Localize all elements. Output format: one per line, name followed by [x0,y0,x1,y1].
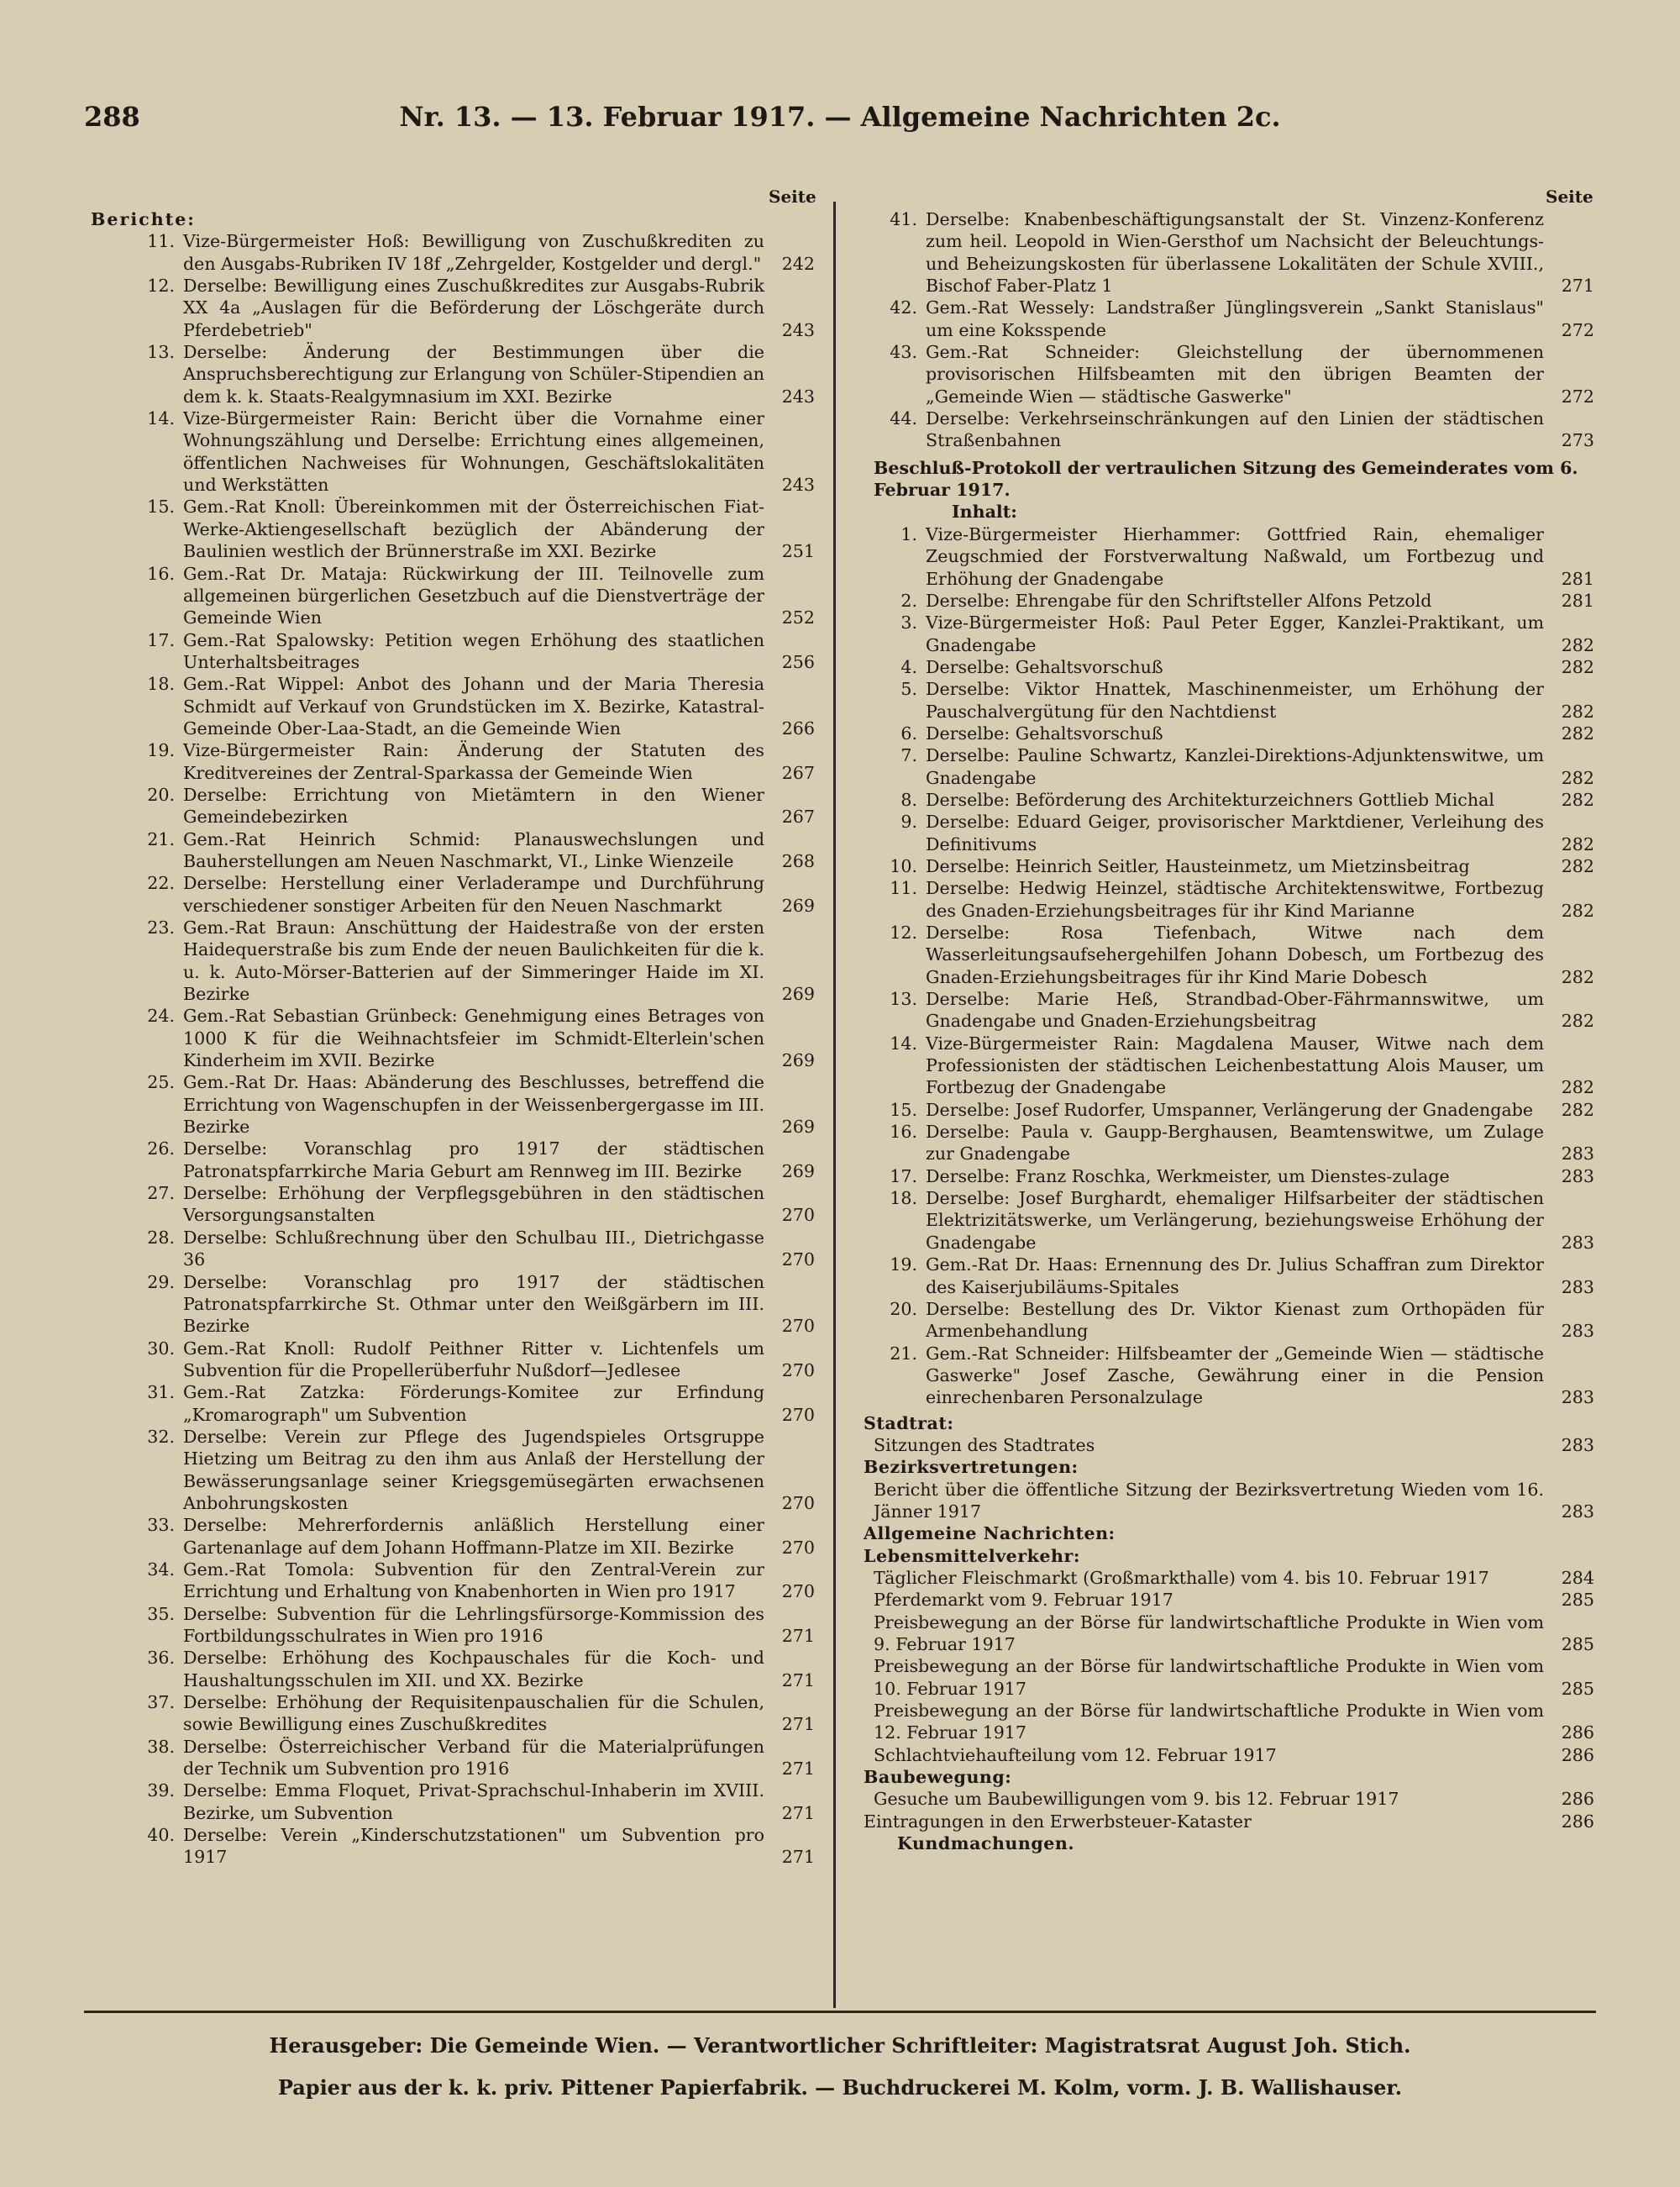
toc-entry-text: Derselbe: Rosa Tiefenbach, Witwe nach dem Wasserleitungsaufsehergehilfen Johann Dobesch, um Fortbezug des Gnaden-Erziehungsbeitrages für ihr Kind Marie Dobesch [926,923,1544,987]
toc-entry-page: 242 [781,253,815,274]
stadtrat-item [864,1434,1594,1456]
toc-entry-text: Derselbe: Josef Burghardt, ehemaliger Hilfsarbeiter der städtischen Elektrizitätswerke, um Verlängerung, beziehungsweise Erhöhung der Gnadengabe [926,1188,1544,1253]
toc-entry-page: 271 [781,1714,815,1735]
toc-entry-page: 282 [1561,656,1594,677]
toc-entry [864,744,1594,789]
toc-entry [864,1033,1594,1099]
toc-entry [864,1567,1594,1589]
toc-entry-number: 23. [147,917,175,938]
toc-entry [864,922,1594,988]
toc-entry-page: 283 [1561,1232,1594,1253]
toc-entry-text: Gem.-Rat Spalowsky: Petition wegen Erhöhung des staatlichen Unterhaltsbeitrages [183,629,764,672]
toc-entry-text: Gem.-Rat Schneider: Gleichstellung der übernommenen provisorischen Hilfsbeamten mit den übrigen Beamten der „Gemeinde Wien — städtische Gaswerke" [926,342,1544,407]
toc-entry-text: Derselbe: Franz Roschka, Werkmeister, um Dienstes-zulage [926,1165,1450,1186]
toc-entry-number: 22. [147,873,175,894]
toc-entry-text: Derselbe: Beförderung des Architekturzeichners Gottlieb Michal [926,789,1494,810]
toc-entry-number: 13. [890,989,917,1010]
toc-entry-page: 270 [781,1205,815,1226]
toc-entry-page: 282 [1561,1077,1594,1098]
toc-entry [864,678,1594,723]
eintrag-item [864,1811,1594,1832]
toc-entry-text: Derselbe: Voranschlag pro 1917 der städtischen Patronatspfarrkirche St. Othmar unter den Weißgärbern im III. Bezirke [183,1271,764,1337]
toc-entry [91,1381,815,1426]
toc-entry-text: Vize-Bürgermeister Hoß: Bewilligung von Zuschußkrediten zu den Ausgabs-Rubriken IV 18f „Zehrgelder, Kostgelder und dergl." [183,231,764,274]
toc-entry-text: Derselbe: Herstellung einer Verladerampe und Durchführung verschiedener sonstiger Arbeiten für den Neuen Naschmarkt [183,873,764,916]
toc-entry [91,341,815,407]
eintrag-item-page: 286 [1561,1811,1594,1832]
toc-entry-page: 269 [781,895,815,916]
toc-entry-page: 282 [1561,767,1594,788]
toc-entry-text: Derselbe: Hedwig Heinzel, städtische Architektenswitwe, Fortbezug des Gnaden-Erziehungsbeitrages für ihr Kind Marianne [926,878,1544,921]
toc-entry-text: Derselbe: Pauline Schwartz, Kanzlei-Direktions-Adjunktenswitwe, um Gnadengabe [926,745,1544,788]
toc-entry-number: 26. [147,1138,175,1159]
toc-entry [91,872,815,917]
toc-entry-page: 270 [781,1492,815,1513]
toc-entry-number: 12. [147,276,175,297]
toc-entry [91,230,815,275]
toc-entry-page: 282 [1561,634,1594,655]
toc-entry-text: Derselbe: Erhöhung des Kochpauschales für die Koch- und Haushaltungsschulen im XII. und XX. Bezirke [183,1648,764,1690]
toc-entry [91,917,815,1005]
toc-entry-page: 270 [781,1249,815,1270]
toc-entry-number: 30. [147,1338,175,1359]
toc-entry-page: 273 [1561,430,1594,451]
toc-entry-text: Derselbe: Heinrich Seitler, Hausteinmetz, um Mietzinsbeitrag [926,855,1470,876]
toc-entry-number: 35. [147,1603,175,1624]
toc-entry [91,1603,815,1648]
toc-entry [91,1271,815,1338]
column-divider [833,202,836,2008]
toc-entry-number: 11. [147,231,175,252]
toc-entry-number: 27. [147,1183,175,1204]
toc-entry-number: 1. [900,523,917,544]
toc-entry-number: 20. [890,1298,917,1319]
toc-entry-page: 285 [1561,1634,1594,1654]
bezirk-item-page: 283 [1561,1501,1594,1522]
toc-entry-number: 19. [890,1254,917,1275]
toc-entry-text: Gem.-Rat Knoll: Rudolf Peithner Ritter v. Lichtenfels um Subvention für die Propellerüberfuhr Nußdorf—Jedlesee [183,1338,764,1380]
toc-entry-number: 18. [890,1188,917,1209]
toc-entry [91,673,815,739]
toc-entry-page: 243 [781,319,815,340]
toc-entry-page: 252 [781,607,815,628]
toc-entry [864,523,1594,590]
toc-entry-number: 32. [147,1426,175,1447]
toc-entry-page: 285 [1561,1678,1594,1699]
toc-entry-number: 43. [890,342,917,363]
toc-entry-number: 9. [900,812,917,833]
toc-entry-page: 286 [1561,1744,1594,1765]
toc-entry-text: Derselbe: Josef Rudorfer, Umspanner, Verlängerung der Gnadengabe [926,1099,1534,1120]
toc-entry-number: 42. [890,297,917,318]
toc-entry [864,656,1594,678]
toc-entry-number: 19. [147,740,175,761]
stadtrat-item-text: Sitzungen des Stadtrates [874,1434,1095,1455]
toc-entry [91,1691,815,1736]
toc-entry-text: Gem.-Rat Zatzka: Förderungs-Komitee zur Erfindung „Kromarograph" um Subvention [183,1382,764,1425]
toc-entry [91,1736,815,1780]
toc-entry-text: Derselbe: Knabenbeschäftigungsanstalt der St. Vinzenz-Konferenz zum heil. Leopold in Wien-Gersthof um Nachsicht der Beleuchtungs- und Beheizungskosten für überlassene Lokalitäten der Schule XVIII., Bischof Faber-Platz 1 [926,209,1544,297]
toc-entry-number: 31. [147,1382,175,1403]
toc-entry-text: Derselbe: Verkehrseinschränkungen auf den Linien der städtischen Straßenbahnen [926,408,1544,451]
toc-entry-text: Gem.-Rat Braun: Anschüttung der Haidestraße von der ersten Haidequerstraße bis zum Ende der neuen Baulichkeiten für die k. u. k. Auto-Mörser-Batterien auf der Simmeringer Haide im XI. Bezirke [183,917,764,1005]
toc-entry [864,1655,1594,1700]
toc-entry-page: 282 [1561,900,1594,921]
toc-entry-page: 286 [1561,1722,1594,1743]
page-title: Nr. 13. — 13. Februar 1917. — Allgemeine Nachrichten 2c. [399,101,1281,133]
toc-entry-page: 282 [1561,855,1594,876]
bottom-rule [84,2011,1596,2013]
toc-entry-text: Vize-Bürgermeister Hierhammer: Gottfried Rain, ehemaliger Zeugschmied der Forstverwaltung Naßwald, um Fortbezug und Erhöhung der Gnadengabe [926,523,1544,589]
toc-entry-text: Derselbe: Errichtung von Mietämtern in den Wiener Gemeindebezirken [183,784,764,828]
toc-entry [864,1343,1594,1409]
toc-entry [864,988,1594,1033]
toc-entry-number: 3. [900,612,917,633]
toc-entry-page: 282 [1561,1099,1594,1120]
toc-entry-number: 12. [890,923,917,943]
toc-entry-number: 14. [147,408,175,429]
toc-entry-text: Pferdemarkt vom 9. Februar 1917 [874,1590,1173,1611]
toc-entry-page: 243 [781,475,815,496]
lebens-label: Lebensmittelverkehr: [864,1545,1080,1566]
toc-entry-page: 267 [781,807,815,828]
toc-entry-text: Derselbe: Erhöhung der Verpflegsgebühren in den städtischen Versorgungsanstalten [183,1183,764,1226]
bezirk-item [864,1479,1594,1523]
toc-entry-page: 256 [781,651,815,672]
protokoll-title: Beschluß-Protokoll der vertraulichen Sitzung des Gemeinderates vom 6. Februar 1917. [874,457,1578,501]
toc-entry-page: 271 [781,1847,815,1868]
toc-entry-page: 282 [1561,833,1594,854]
toc-entry-text: Vize-Bürgermeister Rain: Magdalena Mauser, Witwe nach dem Professionisten der städtischen Leichenbestattung Alois Mauser, um Fortbezug der Gnadengabe [926,1033,1544,1098]
toc-entry-number: 39. [147,1780,175,1801]
toc-entry [864,855,1594,877]
toc-entry-page: 272 [1561,386,1594,407]
toc-entry [91,629,815,674]
toc-entry-page: 251 [781,541,815,562]
toc-entry [864,590,1594,612]
toc-entry-page: 283 [1561,1387,1594,1408]
toc-entry [864,1121,1594,1165]
inhalt-label: Inhalt: [952,502,1017,523]
seite-label-right: Seite [1546,187,1593,207]
toc-entry-number: 25. [147,1072,175,1093]
toc-entry-page: 282 [1561,701,1594,722]
toc-entry-text: Derselbe: Mehrerfordernis anläßlich Herstellung einer Gartenanlage auf dem Johann Hoffmann-Platze im XII. Bezirke [183,1515,764,1558]
toc-entry-number: 16. [147,563,175,584]
toc-entry-number: 33. [147,1515,175,1536]
toc-entry-text: Gem.-Rat Knoll: Übereinkommen mit der Österreichischen Fiat-Werke-Aktiengesellschaft bezüglich der Abänderung der Baulinien westlich der Brünnerstraße im XXI. Bezirke [183,497,764,562]
toc-entry-text: Derselbe: Paula v. Gaupp-Berghausen, Beamtenswitwe, um Zulage zur Gnadengabe [926,1122,1544,1164]
toc-entry-number: 2. [900,590,917,611]
toc-entry-page: 269 [781,1117,815,1138]
toc-entry-text: Derselbe: Voranschlag pro 1917 der städtischen Patronatspfarrkirche Maria Geburt am Rennweg im III. Bezirke [183,1138,764,1181]
toc-entry-page: 268 [781,850,815,871]
stadtrat-item-page: 283 [1561,1434,1594,1455]
seite-label-left: Seite [769,187,816,207]
left-column [91,208,815,1869]
bau-item-page: 286 [1561,1789,1594,1810]
toc-entry-number: 21. [147,828,175,849]
toc-entry [91,275,815,341]
toc-entry-text: Gem.-Rat Wessely: Landstraßer Jünglingsverein „Sankt Stanislaus" um eine Koksspende [926,297,1544,340]
toc-entry-page: 283 [1561,1321,1594,1342]
toc-entry [864,1611,1594,1656]
toc-entry [91,1138,815,1182]
toc-entry [91,784,815,828]
toc-entry-text: Derselbe: Gehaltsvorschuß [926,656,1163,677]
toc-entry-page: 281 [1561,590,1594,611]
toc-entry-page: 270 [781,1537,815,1558]
toc-entry-text: Gem.-Rat Heinrich Schmid: Planauswechslungen und Bauherstellungen am Neuen Naschmarkt, VI., Linke Wienzeile [183,828,764,871]
toc-entry-number: 4. [900,656,917,677]
bau-item [864,1788,1594,1810]
toc-entry [864,208,1594,297]
toc-entry [91,739,815,784]
toc-entry-number: 40. [147,1825,175,1846]
toc-entry-number: 38. [147,1736,175,1757]
bezirk-item-text: Bericht über die öffentliche Sitzung der Bezirksvertretung Wieden vom 16. Jänner 1917 [874,1479,1544,1522]
toc-entry-text: Derselbe: Subvention für die Lehrlingsfürsorge-Kommission des Fortbildungsschulrates in Wien pro 1916 [183,1603,764,1646]
toc-entry-number: 29. [147,1271,175,1292]
toc-entry-number: 11. [890,878,917,899]
toc-entry-number: 21. [890,1343,917,1364]
toc-entry [91,828,815,873]
toc-entry [864,1298,1594,1343]
toc-entry-page: 282 [1561,789,1594,810]
toc-entry-text: Gem.-Rat Dr. Haas: Ernennung des Dr. Julius Schaffran zum Direktor des Kaiserjubiläums-Spitales [926,1254,1544,1297]
toc-entry-page: 272 [1561,319,1594,340]
toc-entry [91,1182,815,1227]
toc-entry [864,1187,1594,1254]
toc-entry-text: Vize-Bürgermeister Rain: Änderung der Statuten des Kreditvereines der Zentral-Sparkassa der Gemeinde Wien [183,740,764,783]
toc-entry-text: Gem.-Rat Dr. Haas: Abänderung des Beschlusses, betreffend die Errichtung von Wagenschupfen in der Weissenbergergasse im III. Bezirke [183,1072,764,1138]
toc-entry-page: 284 [1561,1567,1594,1588]
toc-entry [91,1227,815,1271]
toc-entry-number: 5. [900,679,917,700]
toc-entry-page: 282 [1561,723,1594,744]
toc-entry-text: Täglicher Fleischmarkt (Großmarkthalle) vom 4. bis 10. Februar 1917 [874,1567,1489,1588]
toc-entry-number: 6. [900,723,917,744]
toc-entry-number: 15. [147,497,175,518]
toc-entry-number: 24. [147,1006,175,1027]
toc-entry-number: 28. [147,1227,175,1248]
toc-entry [91,1824,815,1869]
right-column [864,208,1594,1854]
toc-entry [864,297,1594,341]
toc-entry-page: 282 [1561,966,1594,987]
toc-entry-text: Preisbewegung an der Börse für landwirtschaftliche Produkte in Wien vom 10. Februar 1917 [874,1656,1544,1699]
toc-entry [91,1647,815,1691]
toc-entry-number: 8. [900,789,917,810]
toc-entry-text: Derselbe: Verein „Kinderschutzstationen" um Subvention pro 1917 [183,1825,764,1868]
toc-entry-number: 17. [147,629,175,650]
toc-entry-page: 269 [781,984,815,1005]
toc-entry-text: Derselbe: Änderung der Bestimmungen über die Anspruchsberechtigung zur Erlangung von Schüler-Stipendien an dem k. k. Staats-Realgymnasium im XXI. Bezirke [183,342,764,407]
toc-entry-text: Derselbe: Österreichischer Verband für die Materialprüfungen der Technik um Subvention pro 1916 [183,1736,764,1780]
toc-entry [864,407,1594,452]
toc-entry [864,1165,1594,1187]
toc-entry [91,1338,815,1382]
bezirk-label: Bezirksvertretungen: [864,1457,1079,1478]
toc-entry-number: 10. [890,855,917,876]
toc-entry-text: Derselbe: Bestellung des Dr. Viktor Kienast zum Orthopäden für Armenbehandlung [926,1298,1544,1342]
toc-entry-number: 7. [900,745,917,766]
toc-entry-text: Vize-Bürgermeister Rain: Bericht über die Vornahme einer Wohnungszählung und Derselbe: Errichtung eines allgemeinen, öffentlichen Nachweises für Wohnungen, Geschäftslokalitäten und Werkstätten [183,408,764,496]
toc-entry-page: 271 [781,1759,815,1780]
toc-entry-page: 269 [781,1160,815,1181]
toc-entry [864,1099,1594,1121]
stadtrat-label: Stadtrat: [864,1412,954,1433]
toc-entry [864,877,1594,922]
toc-entry-text: Derselbe: Gehaltsvorschuß [926,723,1163,744]
toc-entry [864,1589,1594,1611]
toc-entry-number: 20. [147,784,175,805]
section-berichte: Berichte: [91,209,196,229]
toc-entry [864,1744,1594,1766]
toc-entry-text: Derselbe: Schlußrechnung über den Schulbau III., Dietrichgasse 36 [183,1227,764,1270]
toc-entry [91,1780,815,1824]
footer-printer: Papier aus der k. k. priv. Pittener Papierfabrik. — Buchdruckerei M. Kolm, vorm. J. B. Wallishauser. [277,2075,1403,2100]
allg-label: Allgemeine Nachrichten: [864,1523,1116,1544]
toc-entry-page: 271 [781,1669,815,1690]
toc-entry-text: Derselbe: Emma Floquet, Privat-Sprachschul-Inhaberin im XVIII. Bezirke, um Subvention [183,1780,764,1823]
toc-entry-text: Gem.-Rat Tomola: Subvention für den Zentral-Verein zur Errichtung und Erhaltung von Knabenhorten in Wien pro 1917 [183,1559,764,1602]
toc-entry-page: 271 [781,1626,815,1646]
toc-entry-number: 37. [147,1692,175,1713]
lebens-items-list [864,1567,1594,1766]
kund-label: Kundmachungen. [897,1833,1075,1854]
toc-entry-page: 269 [781,1050,815,1071]
toc-entry-page: 271 [781,1802,815,1823]
toc-entry-page: 266 [781,718,815,739]
toc-entry-page: 270 [781,1359,815,1380]
toc-entry [864,789,1594,811]
toc-entry-text: Derselbe: Erhöhung der Requisitenpauschalien für die Schulen, sowie Bewilligung eines Zuschußkredites [183,1692,764,1735]
toc-entry [91,1071,815,1138]
bau-item-text: Gesuche um Baubewilligungen vom 9. bis 12. Februar 1917 [874,1789,1399,1810]
toc-entry-page: 267 [781,762,815,783]
toc-entry [91,563,815,629]
toc-entry [864,612,1594,656]
toc-entry-number: 14. [890,1033,917,1054]
toc-entry-page: 270 [781,1316,815,1337]
toc-entry-page: 283 [1561,1276,1594,1297]
toc-entry-number: 41. [890,209,917,229]
toc-entry-number: 15. [890,1099,917,1120]
toc-entry-text: Derselbe: Ehrengabe für den Schriftsteller Alfons Petzold [926,590,1432,611]
toc-entry-text: Derselbe: Verein zur Pflege des Jugendspieles Ortsgruppe Hietzing um Beitrag zu den ihm aus Anlaß der Herstellung der Bewässerungsanlage seiner Kriegsgemüsegärten erwachsenen Anbohrungskosten [183,1426,764,1513]
toc-entry-number: 18. [147,674,175,695]
right-entries-list-a [864,208,1594,452]
toc-entry-page: 285 [1561,1590,1594,1611]
toc-entry-number: 36. [147,1648,175,1669]
toc-entry-text: Preisbewegung an der Börse für landwirtschaftliche Produkte in Wien vom 12. Februar 1917 [874,1701,1544,1743]
toc-entry [91,1426,815,1514]
toc-entry-number: 16. [890,1122,917,1143]
toc-entry-text: Schlachtviehaufteilung vom 12. Februar 1917 [874,1744,1277,1765]
toc-entry-page: 271 [1561,276,1594,297]
toc-entry-number: 34. [147,1559,175,1580]
toc-entry [91,1514,815,1559]
toc-entry-page: 283 [1561,1143,1594,1164]
toc-entry [864,341,1594,407]
left-entries-list [91,230,815,1868]
toc-entry-number: 13. [147,342,175,363]
toc-entry-text: Derselbe: Marie Heß, Strandbad-Ober-Fährmannswitwe, um Gnadengabe und Gnaden-Erziehungsbeitrag [926,989,1544,1032]
right-entries-list-b [864,523,1594,1409]
toc-entry [864,1700,1594,1744]
eintrag-item-text: Eintragungen in den Erwerbsteuer-Kataster [864,1811,1252,1832]
toc-entry-text: Preisbewegung an der Börse für landwirtschaftliche Produkte in Wien vom 9. Februar 1917 [874,1611,1544,1654]
toc-entry-text: Derselbe: Viktor Hnattek, Maschinenmeister, um Erhöhung der Pauschalvergütung für den Nachtdienst [926,679,1544,722]
toc-entry [864,1254,1594,1298]
toc-entry-text: Derselbe: Bewilligung eines Zuschußkredites zur Ausgabs-Rubrik XX 4a „Auslagen für die Beförderung der Löschgeräte durch Pferdebetrieb" [183,276,764,340]
toc-entry-page: 270 [781,1581,815,1602]
toc-entry [91,407,815,496]
toc-entry-text: Vize-Bürgermeister Hoß: Paul Peter Egger, Kanzlei-Praktikant, um Gnadengabe [926,612,1544,655]
toc-entry-page: 281 [1561,568,1594,589]
toc-entry [864,723,1594,744]
toc-entry [91,1005,815,1071]
toc-entry-page: 282 [1561,1011,1594,1032]
page-number: 288 [84,101,140,133]
toc-entry-text: Gem.-Rat Sebastian Grünbeck: Genehmigung eines Betrages von 1000 K für die Weihnachtsfeier im Schmidt-Elterlein'schen Kinderheim im XVII. Bezirke [183,1006,764,1071]
footer-publisher: Herausgeber: Die Gemeinde Wien. — Verantwortlicher Schriftleiter: Magistratsrat August Joh. Stich. [269,2033,1411,2058]
toc-entry-text: Gem.-Rat Dr. Mataja: Rückwirkung der III. Teilnovelle zum allgemeinen bürgerlichen Gesetzbuch auf die Dienstverträge der Gemeinde Wien [183,563,764,628]
toc-entry-text: Gem.-Rat Schneider: Hilfsbeamter der „Gemeinde Wien — städtische Gaswerke" Josef Zasche, Gewährung einer in die Pension einrechenbaren Personalzulage [926,1343,1544,1408]
toc-entry [91,496,815,562]
toc-entry-page: 270 [781,1404,815,1425]
toc-entry-page: 243 [781,386,815,407]
toc-entry-number: 17. [890,1165,917,1186]
toc-entry-page: 283 [1561,1165,1594,1186]
toc-entry [91,1559,815,1603]
toc-entry-text: Derselbe: Eduard Geiger, provisorischer Marktdiener, Verleihung des Definitivums [926,812,1544,854]
toc-entry-number: 44. [890,408,917,429]
toc-entry-text: Gem.-Rat Wippel: Anbot des Johann und der Maria Theresia Schmidt auf Verkauf von Grundstücken im X. Bezirke, Katastral-Gemeinde Ober-Laa-Stadt, an die Gemeinde Wien [183,674,764,739]
bau-label: Baubewegung: [864,1767,1012,1788]
toc-entry [864,811,1594,855]
